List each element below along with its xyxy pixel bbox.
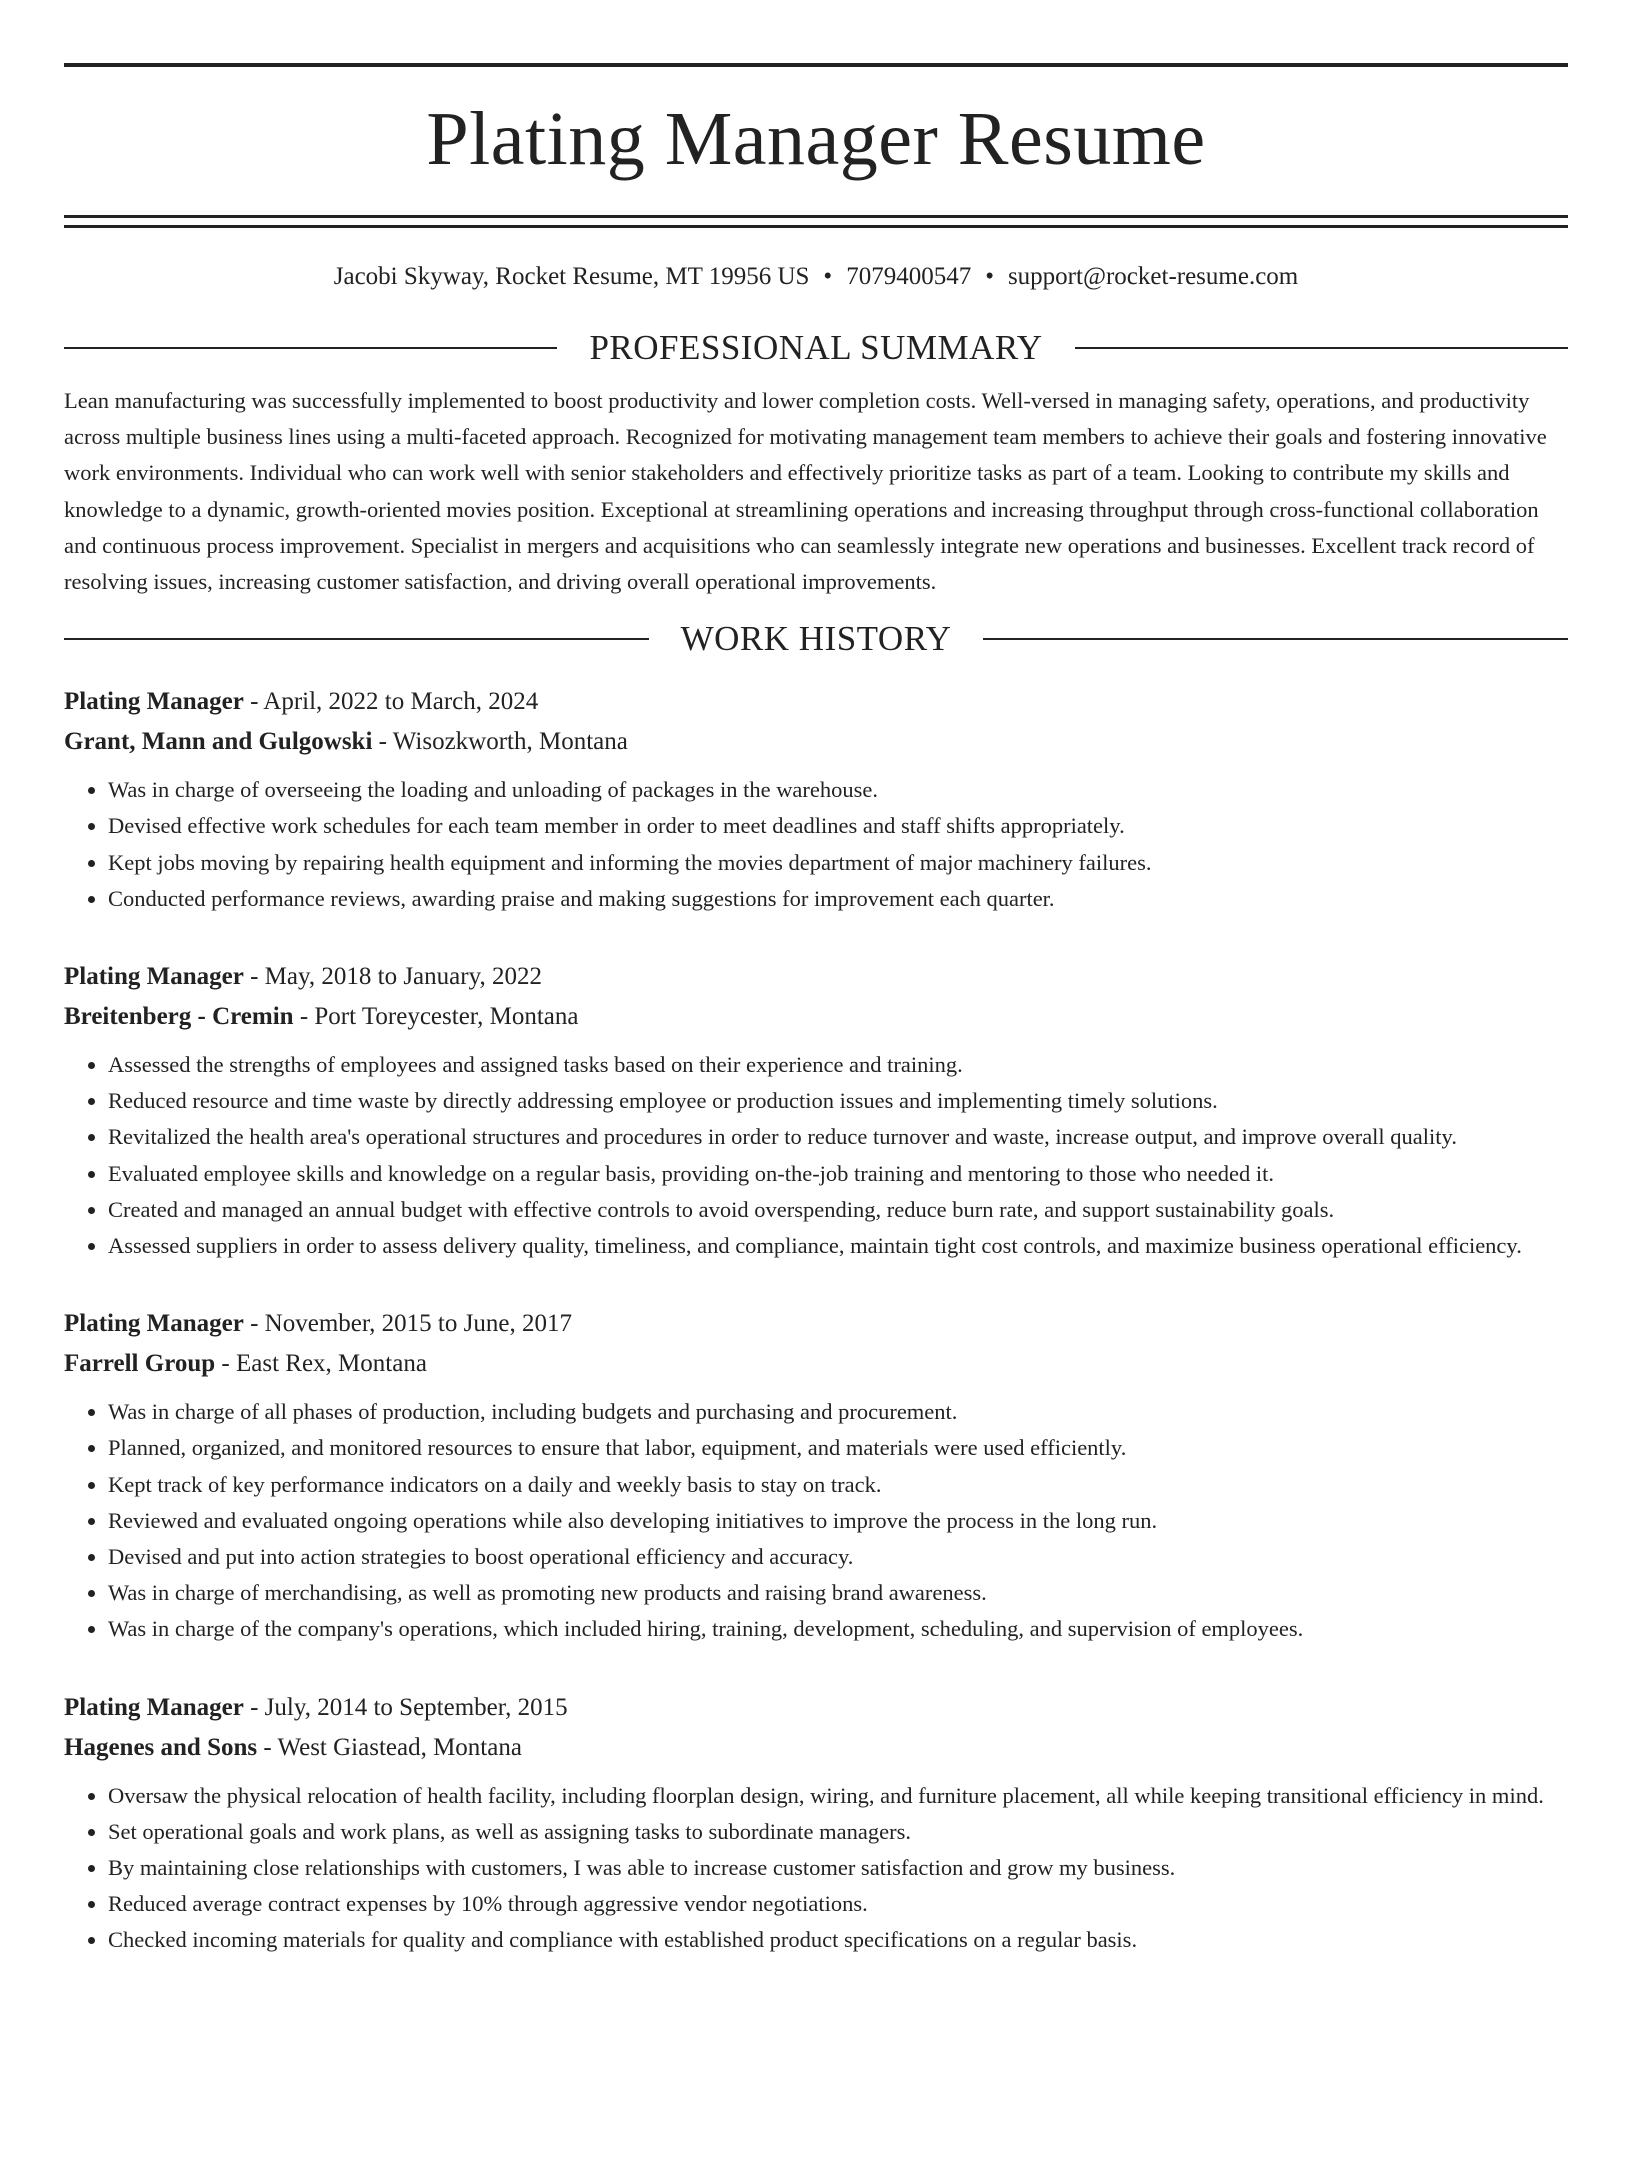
summary-heading: PROFESSIONAL SUMMARY	[589, 328, 1043, 367]
job-bullet: • Reviewed and evaluated ongoing operations while also developing initiatives to improve the process in the long run.	[108, 1503, 1568, 1539]
contact-phone: 7079400547	[846, 263, 972, 290]
job-bullet: • Devised and put into action strategies to boost operational efficiency and accuracy.	[108, 1539, 1568, 1575]
top-rule	[64, 63, 1568, 67]
job-company-line	[64, 1344, 1568, 1384]
job-bullet: • Planned, organized, and monitored resources to ensure that labor, equipment, and materials were used efficiently.	[108, 1430, 1568, 1466]
job-company: Breitenberg - Cremin	[64, 1003, 294, 1031]
job-bullet: • Devised effective work schedules for each team member in order to meet deadlines and staff shifts appropriately.	[108, 808, 1568, 844]
section-rule-left	[64, 347, 557, 349]
job-bullet: • Assessed suppliers in order to assess delivery quality, timeliness, and compliance, maintain tight cost controls, and maximize business operational efficiency.	[108, 1228, 1568, 1264]
job-bullet: • Checked incoming materials for quality and compliance with established product specifications on a regular basis.	[108, 1922, 1568, 1958]
summary-text: Lean manufacturing was successfully implemented to boost productivity and lower completion costs. Well-versed in managing safety, operations, and productivity across multiple business lines using a multi-faceted approach. Recognized for motivating management team members to achieve their goals and fostering innovative work environments. Individual who can work well with senior stakeholders and effectively prioritize tasks as part of a team. Looking to contribute my skills and knowledge to a dynamic, growth-oriented movies position. Exceptional at streamlining operations and increasing throughput through cross-functional collaboration and continuous process improvement. Specialist in mergers and acquisitions who can seamlessly integrate new operations and businesses. Excellent track record of resolving issues, increasing customer satisfaction, and driving overall operational improvements.	[64, 388, 1547, 595]
job-title-line	[64, 682, 1568, 722]
job-bullet: • By maintaining close relationships with customers, I was able to increase customer satisfaction and grow my business.	[108, 1850, 1568, 1886]
contact-line	[64, 261, 1568, 293]
summary-section-header	[64, 327, 1568, 369]
job-bullet: • Created and managed an annual budget with effective controls to avoid overspending, reduce burn rate, and support sustainability goals.	[108, 1192, 1568, 1228]
job-location: - West Giastead, Montana	[257, 1733, 522, 1761]
contact-separator: •	[823, 263, 833, 290]
job-entry	[64, 682, 1568, 917]
job-entry	[64, 1304, 1568, 1647]
job-company: Hagenes and Sons	[64, 1733, 258, 1761]
contact-separator: •	[985, 263, 994, 290]
job-company-line	[64, 1728, 1568, 1768]
section-rule-right	[1075, 347, 1568, 349]
job-dates: - April, 2022 to March, 2024	[243, 688, 539, 716]
job-bullet: • Oversaw the physical relocation of health facility, including floorplan design, wiring, and furniture placement, all while keeping transitional efficiency in mind.	[108, 1778, 1568, 1814]
job-bullets	[64, 772, 1568, 917]
job-location: - East Rex, Montana	[215, 1350, 427, 1378]
job-bullets	[64, 1047, 1568, 1264]
title-double-rule	[64, 215, 1568, 228]
contact-email: support@rocket-resume.com	[1007, 263, 1299, 290]
job-title: Plating Manager	[64, 963, 244, 991]
job-list	[64, 682, 1568, 1958]
job-company: Farrell Group	[64, 1350, 216, 1378]
section-rule-left	[64, 638, 649, 640]
job-bullet: • Revitalized the health area's operational structures and procedures in order to reduce turnover and waste, increase output, and improve overall quality.	[108, 1119, 1568, 1155]
job-location: - Port Toreycester, Montana	[293, 1003, 579, 1031]
job-entry	[64, 1688, 1568, 1959]
job-company-line	[64, 997, 1568, 1037]
job-dates: - November, 2015 to June, 2017	[243, 1310, 572, 1338]
job-bullet: • Kept jobs moving by repairing health equipment and informing the movies department of major machinery failures.	[108, 845, 1568, 881]
job-entry	[64, 957, 1568, 1264]
page-title: Plating Manager Resume	[426, 97, 1206, 181]
work-history-heading: WORK HISTORY	[680, 619, 952, 659]
job-bullet: • Was in charge of the company's operations, which included hiring, training, development, scheduling, and supervision of employees.	[108, 1611, 1568, 1647]
section-rule-right	[983, 638, 1568, 640]
job-bullets	[64, 1394, 1568, 1647]
job-bullet: • Set operational goals and work plans, as well as assigning tasks to subordinate managers.	[108, 1814, 1568, 1850]
job-bullet: • Was in charge of all phases of production, including budgets and purchasing and procurement.	[108, 1394, 1568, 1430]
resume-page	[0, 63, 1632, 2175]
job-location: - Wisozkworth, Montana	[372, 728, 628, 756]
job-title-line	[64, 1304, 1568, 1344]
job-bullets	[64, 1778, 1568, 1959]
contact-address: Jacobi Skyway, Rocket Resume, MT 19956 US	[333, 263, 810, 290]
job-title: Plating Manager	[64, 1693, 244, 1721]
job-dates: - July, 2014 to September, 2015	[243, 1693, 568, 1721]
job-bullet: • Was in charge of merchandising, as well as promoting new products and raising brand awareness.	[108, 1575, 1568, 1611]
job-title-line	[64, 957, 1568, 997]
job-bullet: • Reduced resource and time waste by directly addressing employee or production issues and implementing timely solutions.	[108, 1083, 1568, 1119]
job-bullet: • Conducted performance reviews, awarding praise and making suggestions for improvement each quarter.	[108, 881, 1568, 917]
job-bullet: • Evaluated employee skills and knowledge on a regular basis, providing on-the-job training and mentoring to those who needed it.	[108, 1156, 1568, 1192]
job-title-line	[64, 1688, 1568, 1728]
job-company: Grant, Mann and Gulgowski	[64, 728, 373, 756]
job-bullet: • Assessed the strengths of employees and assigned tasks based on their experience and training.	[108, 1047, 1568, 1083]
job-dates: - May, 2018 to January, 2022	[243, 963, 542, 991]
job-bullet: • Kept track of key performance indicators on a daily and weekly basis to stay on track.	[108, 1467, 1568, 1503]
job-title: Plating Manager	[64, 688, 244, 716]
job-bullet: • Was in charge of overseeing the loading and unloading of packages in the warehouse.	[108, 772, 1568, 808]
job-company-line	[64, 722, 1568, 762]
job-title: Plating Manager	[64, 1310, 244, 1338]
work-history-section-header	[64, 618, 1568, 660]
job-bullet: • Reduced average contract expenses by 10% through aggressive vendor negotiations.	[108, 1886, 1568, 1922]
